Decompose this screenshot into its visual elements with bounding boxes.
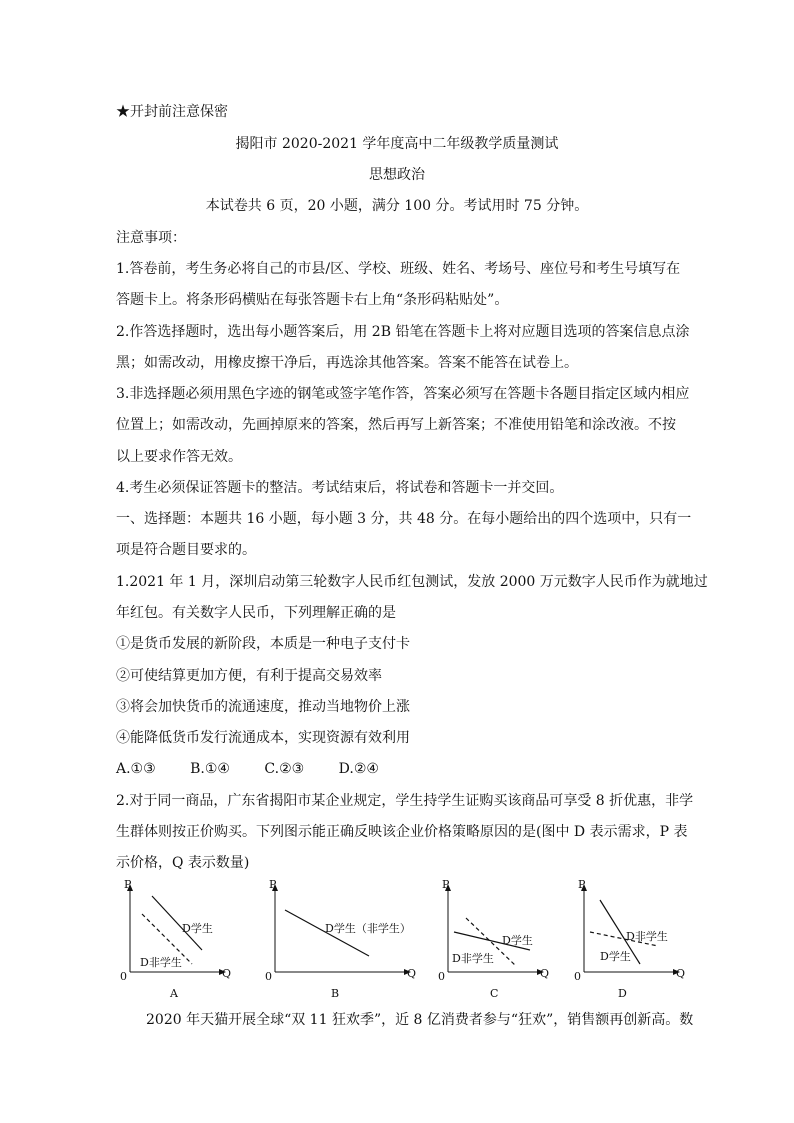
graph-b xyxy=(257,878,417,1005)
secret-note: ★开封前注意保密 xyxy=(116,104,228,120)
graph-c-q-label: Q xyxy=(540,967,550,980)
graph-b-svg xyxy=(257,880,417,1005)
q1-item-1: ①是货币发展的新阶段，本质是一种电子支付卡 xyxy=(116,636,410,652)
graph-d-letter: D xyxy=(618,987,627,1000)
graph-c-origin: 0 xyxy=(438,970,445,983)
graph-d-label-1: D非学生 xyxy=(626,930,668,943)
exam-info: 本试卷共 6 页，20 小题，满分 100 分。考试用时 75 分钟。 xyxy=(205,198,589,214)
q1-option-b: B.①④ xyxy=(190,761,230,777)
graph-a-q-label: Q xyxy=(222,967,232,980)
q1-item-3: ③将会加快货币的流通速度，推动当地物价上涨 xyxy=(116,699,410,715)
note-1-line-2: 答题卡上。将条形码横贴在每张答题卡右上角“条形码粘贴处”。 xyxy=(116,292,509,308)
q1-option-d: D.②④ xyxy=(338,761,379,777)
q1-options xyxy=(116,759,686,779)
graph-d-label-2: D学生 xyxy=(600,950,631,963)
graph-b-letter: B xyxy=(331,987,340,1000)
graph-d xyxy=(566,880,706,1005)
graph-a-origin: 0 xyxy=(120,970,127,983)
note-2-line-1: 2.作答选择题时，选出每小题答案后，用 2B 铅笔在答题卡上将对应题目选项的答案信息点涂 xyxy=(116,324,690,340)
note-1-line-1: 1.答卷前，考生务必将自己的市县/区、学校、班级、姓名、考场号、座位号和考生号填写在 xyxy=(116,261,681,277)
graph-b-label-1: D学生（非学生） xyxy=(325,922,411,935)
q3-stem-line-1: 2020 年天猫开展全球“双 11 狂欢季”，近 8 亿消费者参与“狂欢”，销售额再创新高。数 xyxy=(146,1012,694,1028)
q1-stem-line-1: 1.2021 年 1 月，深圳启动第三轮数字人民币红包测试，发放 2000 万元数字人民币作为就地过 xyxy=(116,574,708,590)
note-3-line-1: 3.非选择题必须用黑色字迹的钢笔或签字笔作答，答案必须写在答题卡各题目指定区域内相应 xyxy=(116,386,690,402)
q1-option-a: A.①③ xyxy=(116,761,156,777)
graph-a-p-label: P xyxy=(124,878,132,891)
graph-d-q-label: Q xyxy=(676,967,686,980)
q2-stem-line-1: 2.对于同一商品，广东省揭阳市某企业规定，学生持学生证购买该商品可享受 8 折优惠，非学 xyxy=(116,793,694,809)
graph-d-svg xyxy=(566,880,706,1005)
q1-item-2: ②可使结算更加方便，有利于提高交易效率 xyxy=(116,668,382,684)
section-1-line-2: 项是符合题目要求的。 xyxy=(116,542,256,558)
graph-b-p-label: P xyxy=(269,878,277,891)
graph-b-origin: 0 xyxy=(265,970,272,983)
note-3-line-3: 以上要求作答无效。 xyxy=(116,449,242,465)
graph-c xyxy=(430,880,570,1005)
q1-stem-line-2: 年红包。有关数字人民币，下列理解正确的是 xyxy=(116,605,396,621)
note-4: 4.考生必须保证答题卡的整洁。考试结束后，将试卷和答题卡一并交回。 xyxy=(116,480,564,496)
graph-a-svg xyxy=(112,880,252,1005)
section-1-line-1: 一、选择题：本题共 16 小题，每小题 3 分，共 48 分。在每小题给出的四个选项中，只有一 xyxy=(116,511,692,527)
graph-c-label-1: D学生 xyxy=(502,934,533,947)
graph-c-label-2: D非学生 xyxy=(452,952,494,965)
graph-d-origin: 0 xyxy=(574,970,581,983)
subject-title: 思想政治 xyxy=(369,167,425,183)
graph-a-label-2: D非学生 xyxy=(140,956,182,969)
graph-c-svg xyxy=(430,880,570,1005)
graph-a-letter: A xyxy=(170,987,178,1000)
graph-a-label-1: D学生 xyxy=(182,922,213,935)
q2-stem-line-3: 示价格，Q 表示数量) xyxy=(116,855,250,871)
exam-title: 揭阳市 2020-2021 学年度高中二年级教学质量测试 xyxy=(235,136,559,152)
graph-d-p-label: P xyxy=(578,878,586,891)
note-3-line-2: 位置上；如需改动，先画掉原来的答案，然后再写上新答案；不准使用铅笔和涂改液。不按 xyxy=(116,417,676,433)
graph-a xyxy=(112,880,252,1005)
q2-stem-line-2: 生群体则按正价购买。下列图示能正确反映该企业价格策略原因的是(图中 D 表示需求，P 表 xyxy=(116,824,688,840)
q1-item-4: ④能降低货币发行流通成本，实现资源有效利用 xyxy=(116,730,410,746)
q1-option-c: C.②③ xyxy=(264,761,305,777)
note-2-line-2: 黑；如需改动，用橡皮擦干净后，再选涂其他答案。答案不能答在试卷上。 xyxy=(116,355,578,371)
notes-heading: 注意事项： xyxy=(116,230,186,246)
graph-c-letter: C xyxy=(490,987,499,1000)
graph-b-q-label: Q xyxy=(407,967,417,980)
graph-c-p-label: P xyxy=(442,878,450,891)
